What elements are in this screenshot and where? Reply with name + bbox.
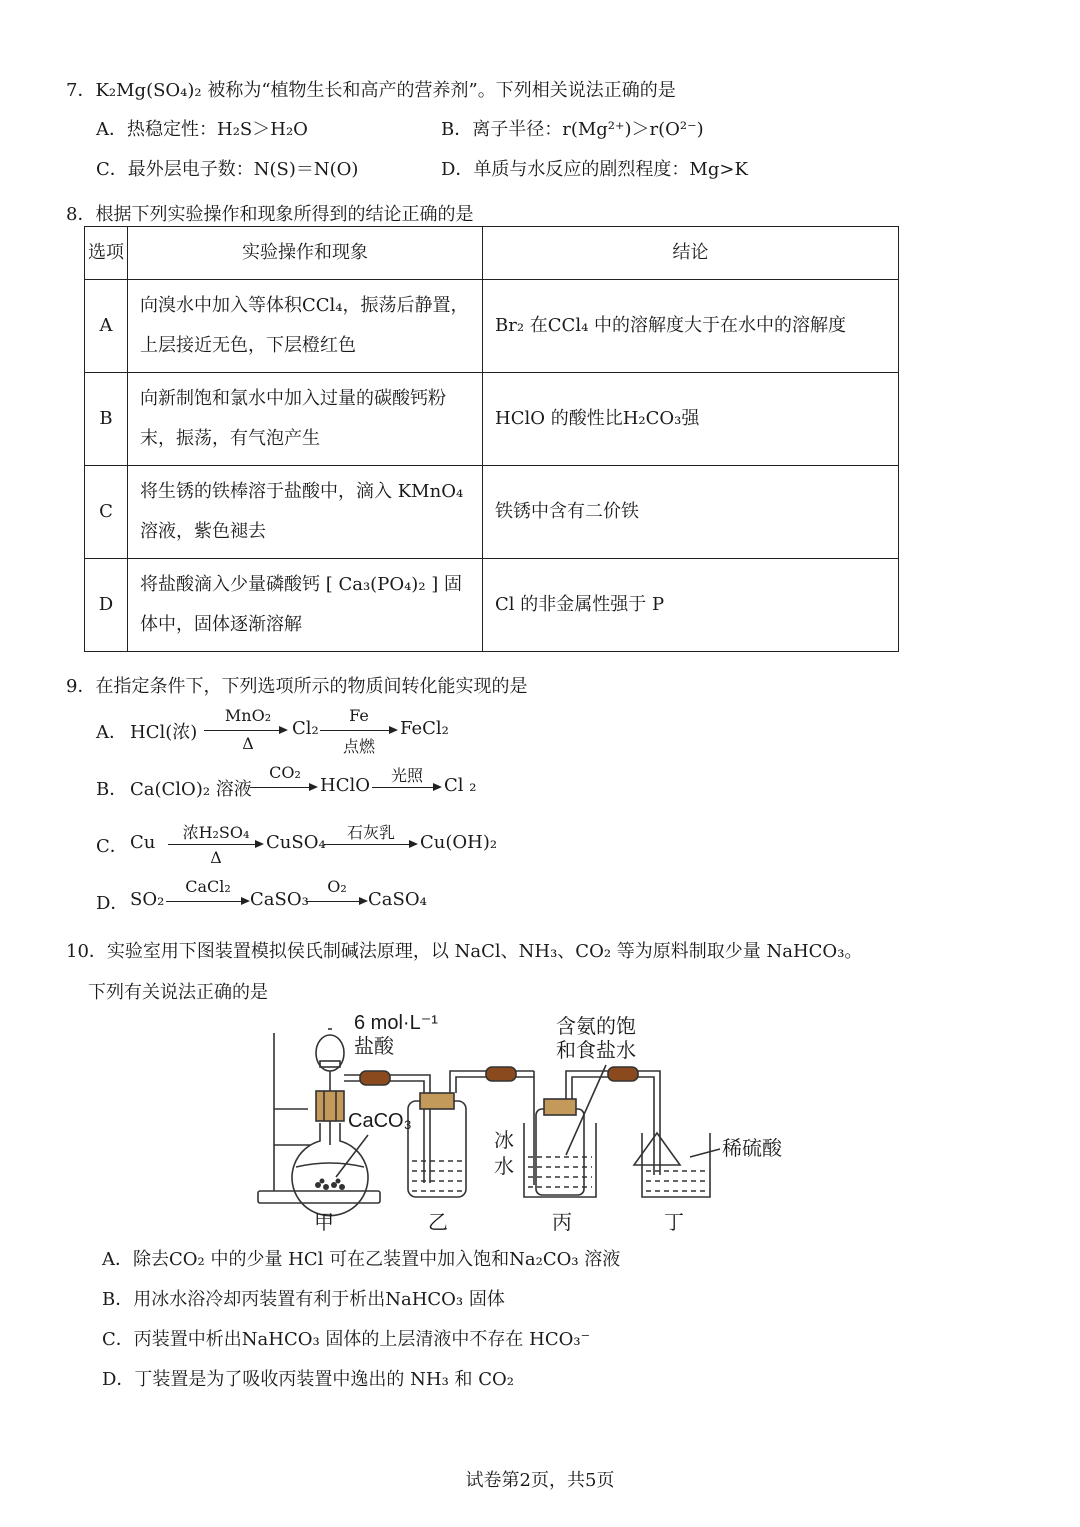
row-option: D	[85, 559, 128, 652]
reactant: SO₂	[130, 889, 165, 910]
header-option: 选项	[85, 227, 128, 280]
condition-above: 石灰乳	[346, 823, 395, 842]
option-label: C．	[96, 836, 128, 857]
condition-above: O₂	[327, 877, 347, 896]
page-footer: 试卷第2页，共5页	[465, 1470, 615, 1491]
q10-option-d: D．丁装置是为了吸收丙装置中逸出的 NH₃ 和 CO₂	[102, 1369, 515, 1390]
row-operation: 向新制饱和氯水中加入过量的碳酸钙粉末，振荡，有气泡产生	[128, 373, 483, 466]
row-operation: 向溴水中加入等体积CCl₄，振荡后静置，上层接近无色，下层橙红色	[128, 280, 483, 373]
arrow-icon	[166, 901, 248, 902]
intermediate: HClO	[320, 775, 370, 796]
experiment-table	[84, 226, 899, 652]
row-conclusion: HClO 的酸性比H₂CO₃强	[483, 373, 899, 466]
row-conclusion: 铁锈中含有二价铁	[483, 466, 899, 559]
brine-label-line2: 和食盐水	[556, 1040, 636, 1062]
condition-below: Δ	[210, 848, 222, 867]
q7-option-d: D．单质与水反应的剧烈程度：Mg>K	[441, 159, 748, 180]
caco3-solid	[315, 1179, 345, 1191]
apparatus-label-ding: 丁	[664, 1212, 684, 1234]
q8-stem: 8．根据下列实验操作和现象所得到的结论正确的是	[66, 204, 474, 225]
header-operation: 实验操作和现象	[128, 227, 483, 280]
apparatus-diagram	[250, 1005, 810, 1239]
product: CaSO₄	[368, 889, 427, 910]
q7-stem: 7．K₂Mg(SO₄)₂ 被称为“植物生长和高产的营养剂”。下列相关说法正确的是	[66, 80, 676, 101]
arrow-icon	[168, 844, 262, 845]
product: Cu(OH)₂	[420, 832, 498, 853]
flask-stopper	[316, 1091, 344, 1121]
ice-water-label-1: 冰	[494, 1130, 514, 1152]
brine-label-line1: 含氨的饱	[556, 1016, 636, 1038]
apparatus-label-bing: 丙	[552, 1212, 572, 1234]
condition-below: Δ	[242, 734, 254, 753]
arrow-icon	[372, 787, 440, 788]
q10-stem: 10．实验室用下图装置模拟侯氏制碱法原理，以 NaCl、NH₃、CO₂ 等为原料制取少量 NaHCO₃。	[66, 941, 863, 962]
condition-above: 光照	[390, 766, 423, 785]
intermediate: Cl₂	[292, 718, 319, 739]
q10-option-b: B．用冰水浴冷却丙装置有利于析出NaHCO₃ 固体	[102, 1289, 505, 1310]
product: Cl ₂	[444, 775, 477, 796]
inverted-funnel	[634, 1133, 680, 1165]
reactant: Cu	[130, 832, 156, 853]
arrow-icon	[306, 901, 366, 902]
table-header-row	[85, 227, 899, 280]
q7-option-c: C．最外层电子数：N(S)＝N(O)	[96, 159, 359, 180]
q7-option-b: B．离子半径：r(Mg²⁺)＞r(O²⁻)	[441, 119, 704, 140]
arrow-icon	[250, 787, 316, 788]
row-option: A	[85, 280, 128, 373]
hcl-label: 盐酸	[354, 1036, 394, 1058]
row-option: B	[85, 373, 128, 466]
apparatus-label-jia: 甲	[314, 1212, 334, 1234]
reactant: Ca(ClO)₂ 溶液	[130, 779, 252, 800]
row-operation: 将生锈的铁棒溶于盐酸中，滴入 KMnO₄ 溶液，紫色褪去	[128, 466, 483, 559]
arrow-icon	[320, 730, 396, 731]
row-conclusion: Br₂ 在CCl₄ 中的溶解度大于在水中的溶解度	[483, 280, 899, 373]
condition-above: CO₂	[269, 763, 301, 782]
q9-stem: 9．在指定条件下，下列选项所示的物质间转化能实现的是	[66, 676, 528, 697]
apparatus-label-yi: 乙	[428, 1212, 448, 1234]
row-conclusion: Cl 的非金属性强于 P	[483, 559, 899, 652]
stand-base	[258, 1191, 380, 1203]
rubber-connector	[360, 1071, 390, 1085]
product: FeCl₂	[400, 718, 449, 739]
hcl-concentration-label: 6 mol·L⁻¹	[354, 1012, 438, 1034]
condition-above: MnO₂	[224, 706, 272, 725]
table-row	[85, 280, 899, 373]
row-option: C	[85, 466, 128, 559]
header-conclusion: 结论	[483, 227, 899, 280]
option-label: B．	[96, 779, 128, 800]
condition-above: Fe	[349, 706, 369, 725]
arrow-icon	[204, 730, 286, 731]
reactant: HCl(浓)	[130, 722, 198, 743]
caco3-label: CaCO₃	[348, 1110, 412, 1132]
option-label: D．	[96, 893, 129, 914]
condition-above: CaCl₂	[185, 877, 231, 896]
q10-stem-continuation: 下列有关说法正确的是	[88, 982, 268, 1003]
dilute-sulfuric-acid-label: 稀硫酸	[722, 1138, 782, 1160]
q7-option-a: A．热稳定性：H₂S＞H₂O	[96, 119, 308, 140]
intermediate: CuSO₄	[266, 832, 326, 853]
arrow-icon	[324, 844, 416, 845]
table-row	[85, 373, 899, 466]
q10-option-a: A．除去CO₂ 中的少量 HCl 可在乙装置中加入饱和Na₂CO₃ 溶液	[102, 1249, 621, 1270]
table-row	[85, 559, 899, 652]
row-operation: 将盐酸滴入少量磷酸钙 [ Ca₃(PO₄)₂ ] 固体中，固体逐渐溶解	[128, 559, 483, 652]
q10-option-c: C．丙装置中析出NaHCO₃ 固体的上层清液中不存在 HCO₃⁻	[102, 1329, 591, 1350]
intermediate: CaSO₃	[250, 889, 309, 910]
ice-water-label-2: 水	[494, 1156, 514, 1178]
option-label: A．	[96, 722, 127, 743]
condition-below: 点燃	[342, 737, 375, 756]
gas-washing-bottle	[408, 1101, 466, 1197]
condition-above: 浓H₂SO₄	[182, 823, 250, 842]
table-row	[85, 466, 899, 559]
reaction-bottle	[536, 1109, 584, 1195]
